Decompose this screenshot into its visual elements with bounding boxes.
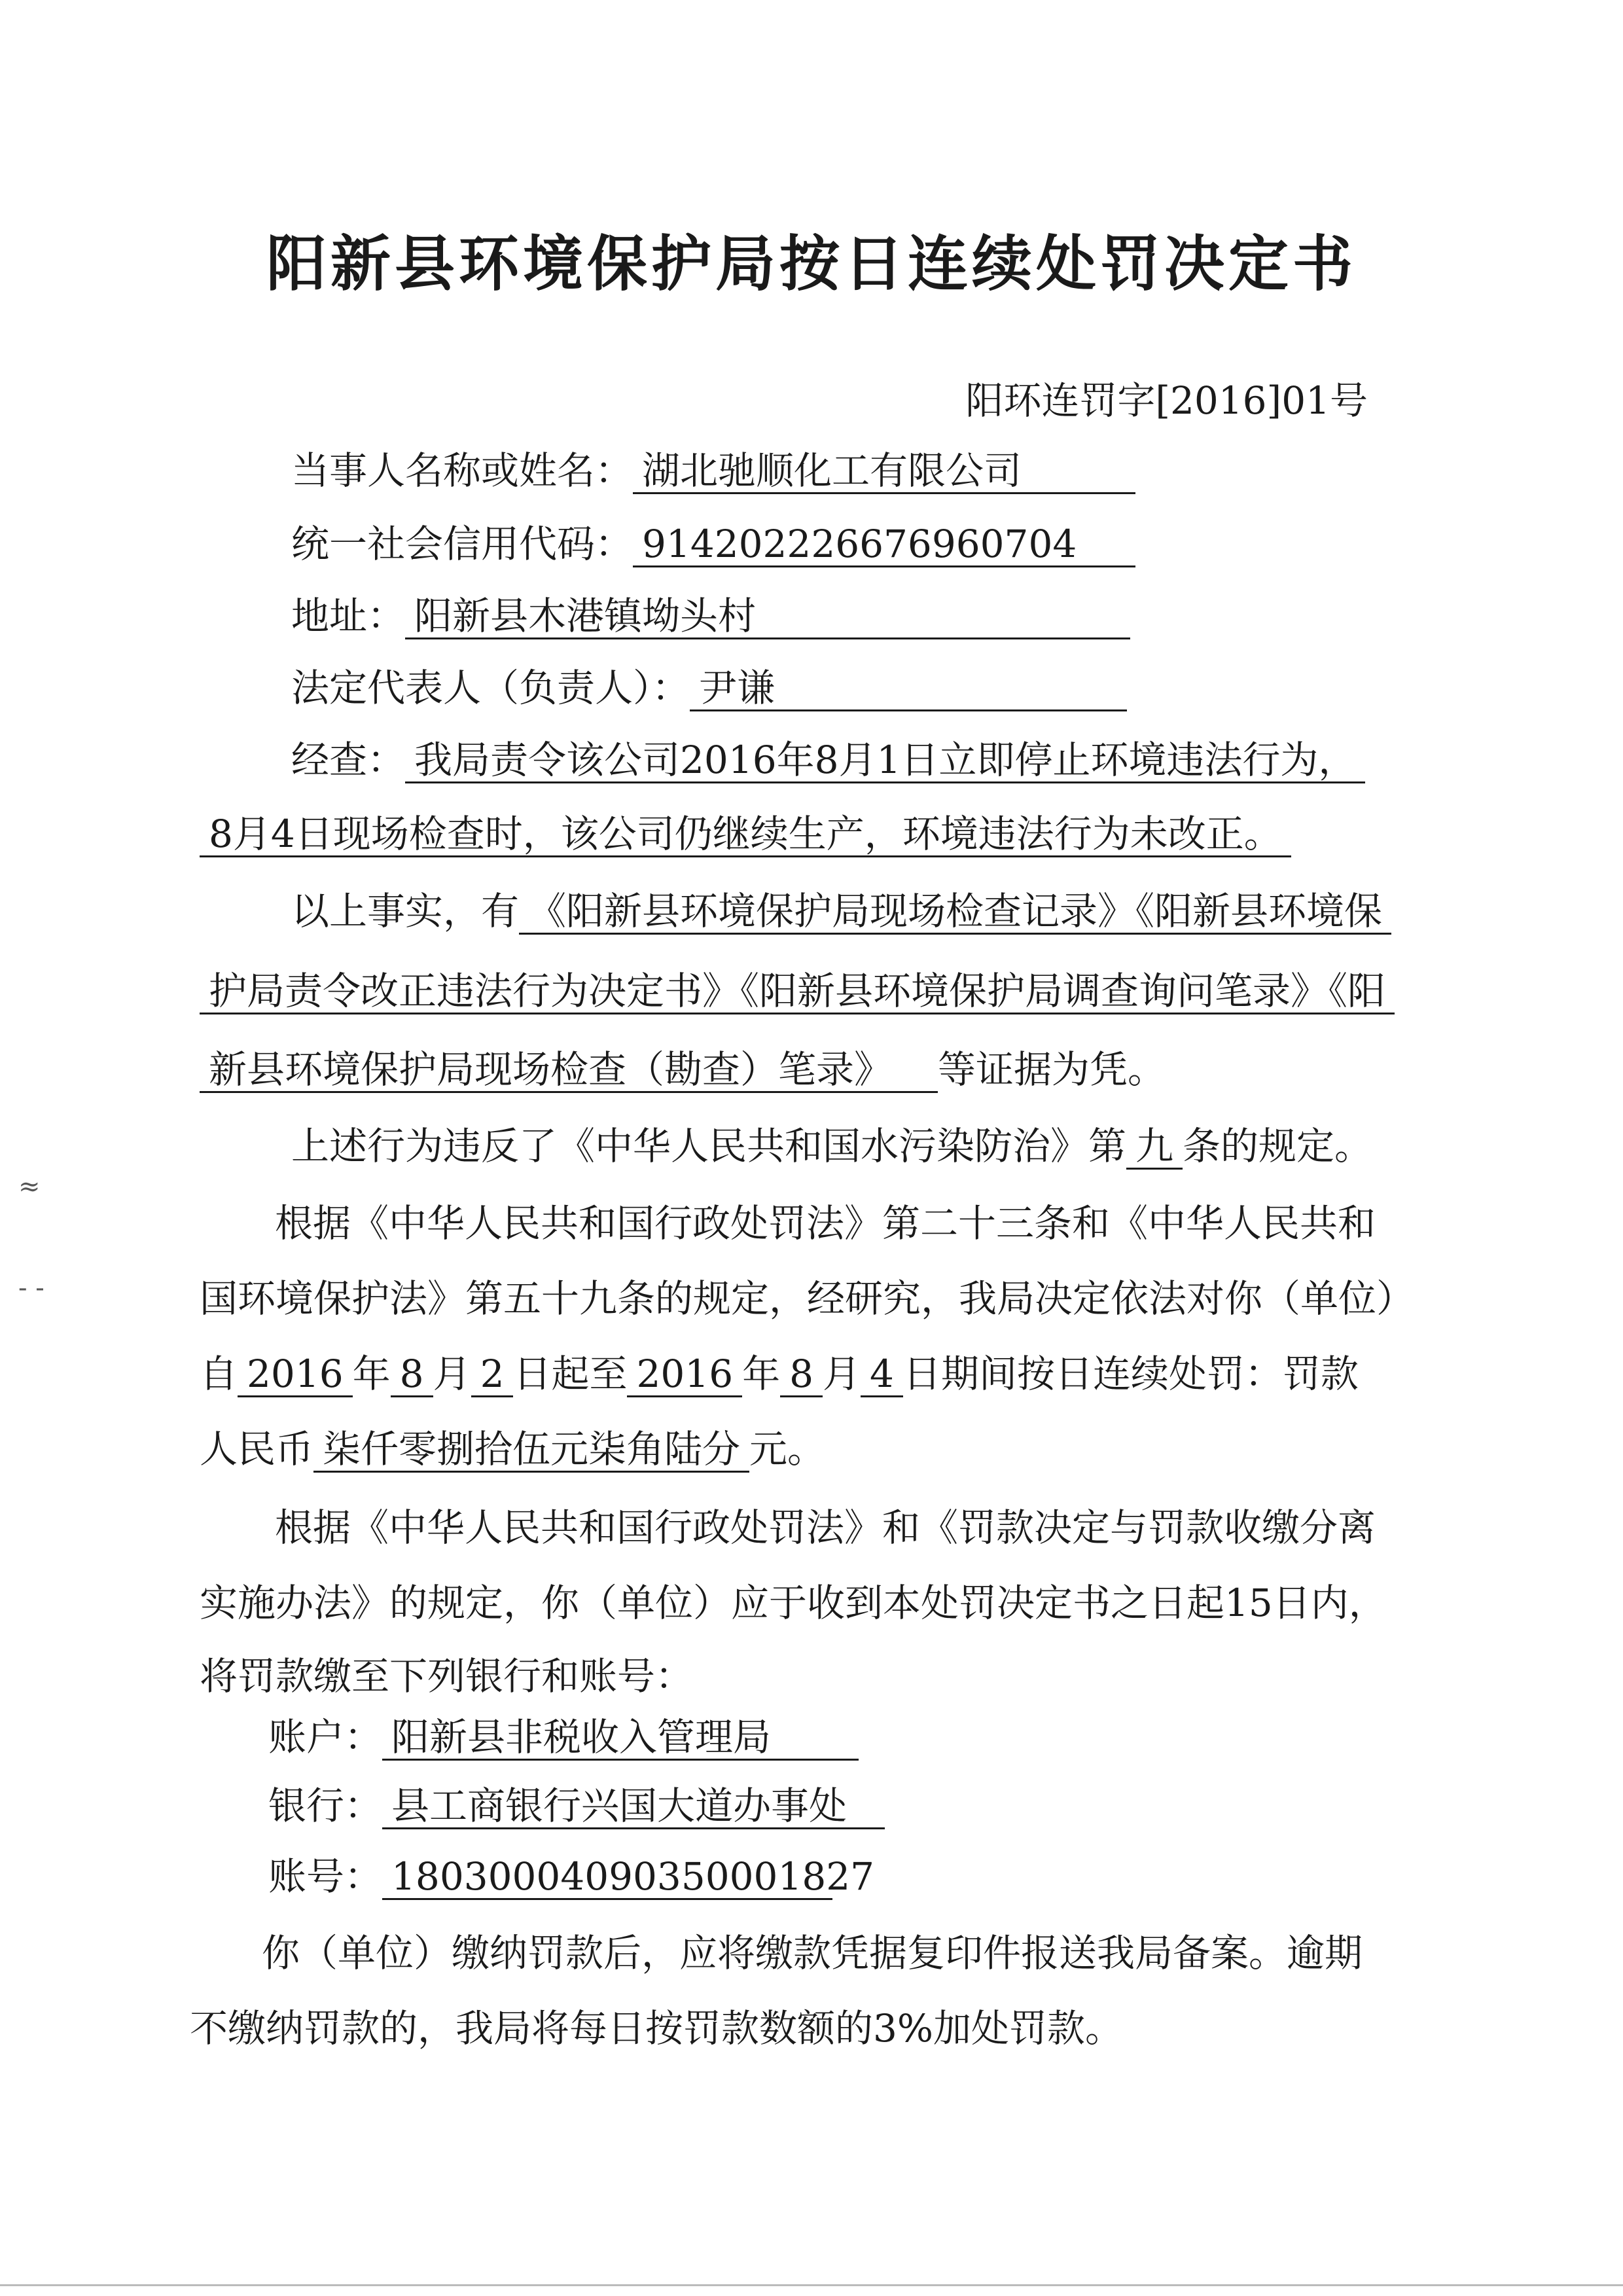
final-row-1: 你（单位）缴纳罚款后，应将缴款凭据复印件报送我局备案。逾期	[262, 1931, 1363, 1975]
facts-suffix: 等证据为凭。	[938, 1047, 1166, 1092]
basis-row-3	[200, 1352, 1359, 1397]
party-label: 当事人名称或姓名：	[291, 448, 633, 493]
currency-label: 人民币	[200, 1427, 314, 1471]
basis-row-1: 根据《中华人民共和国行政处罚法》第二十三条和《中华人民共和	[275, 1201, 1376, 1246]
check-line-1: 我局责令该公司2016年8月1日立即停止环境违法行为，	[405, 741, 1365, 783]
scan-mark: ≈	[18, 1172, 41, 1202]
address-label: 地址：	[291, 594, 406, 638]
final-row-2: 不缴纳罚款的，我局将每日按罚款数额的3%加处罚款。	[190, 2006, 1124, 2051]
end-year: 2016	[627, 1355, 742, 1397]
bank-row	[268, 1784, 885, 1829]
basis-to: 日起至	[513, 1352, 628, 1396]
end-month: 8	[780, 1355, 823, 1397]
facts-line-3: 新县环境保护局现场检查（勘查）笔录》	[200, 1050, 938, 1093]
bank-label: 银行：	[268, 1784, 383, 1828]
document-number: 阳环连罚字[2016]01号	[965, 378, 1368, 423]
basis-row-4	[200, 1427, 826, 1473]
basis-penalty: 日期间按日连续处罚：罚款	[902, 1352, 1359, 1396]
facts-row-1	[291, 889, 1391, 935]
facts-prefix: 以上事实，有	[291, 889, 520, 933]
start-month: 8	[391, 1355, 433, 1397]
account-row	[268, 1715, 859, 1761]
facts-line-2: 护局责令改正违法行为决定书》《阳新县环境保护局调查询问笔录》《阳	[200, 972, 1395, 1014]
pay-row-2: 实施办法》的规定，你（单位）应于收到本处罚决定书之日起15日内，	[200, 1581, 1387, 1625]
address-row	[291, 594, 1130, 639]
pay-row-3: 将罚款缴至下列银行和账号：	[200, 1654, 694, 1698]
year-char-2: 年	[742, 1352, 781, 1396]
facts-line-1: 《阳新县环境保护局现场检查记录》《阳新县环境保	[519, 892, 1391, 935]
start-day: 2	[471, 1355, 514, 1397]
basis-row-2: 国环境保护法》第五十九条的规定，经研究，我局决定依法对你（单位）	[200, 1276, 1415, 1321]
accno-value: 18030004090350001827	[382, 1857, 832, 1900]
rep-value: 尹谦	[690, 669, 1127, 711]
check-line-2: 8月4日现场检查时，该公司仍继续生产，环境违法行为未改正。	[200, 815, 1291, 857]
scan-edge	[0, 2284, 1623, 2286]
violation-suffix: 条的规定。	[1183, 1124, 1373, 1168]
pay-row-1: 根据《中华人民共和国行政处罚法》和《罚款决定与罚款收缴分离	[275, 1505, 1376, 1550]
check-label: 经查：	[291, 738, 406, 782]
credit-label: 统一社会信用代码：	[291, 522, 633, 566]
accno-label: 账号：	[268, 1854, 383, 1899]
account-label: 账户：	[268, 1715, 383, 1759]
fine-amount: 柒仟零捌拾伍元柒角陆分	[313, 1430, 749, 1473]
credit-value: 914202226676960704	[633, 525, 1135, 567]
party-value: 湖北驰顺化工有限公司	[633, 452, 1135, 494]
violation-prefix: 上述行为违反了《中华人民共和国水污染防治	[291, 1124, 1051, 1168]
start-year: 2016	[238, 1355, 353, 1397]
violation-row	[291, 1124, 1373, 1170]
rep-row	[291, 666, 1127, 711]
scan-mark-2: - -	[18, 1273, 45, 1303]
document-title: 阳新县环境保护局按日连续处罚决定书	[266, 229, 1357, 299]
basis-from: 自	[200, 1352, 238, 1396]
check-row-1	[291, 738, 1365, 783]
month-char-2: 月	[823, 1352, 861, 1396]
party-row	[291, 448, 1135, 494]
end-day: 4	[861, 1355, 903, 1397]
violation-article: 九	[1126, 1127, 1183, 1170]
year-char: 年	[352, 1352, 391, 1396]
violation-mid: 》第	[1050, 1124, 1127, 1168]
accno-row	[268, 1854, 875, 1900]
address-value: 阳新县木港镇坳头村	[405, 597, 1130, 639]
rep-label: 法定代表人（负责人）：	[291, 666, 690, 710]
facts-row-3	[200, 1047, 1166, 1093]
bank-value: 县工商银行兴国大道办事处	[382, 1787, 885, 1829]
account-value: 阳新县非税收入管理局	[382, 1718, 859, 1761]
credit-row	[291, 522, 1135, 567]
month-char: 月	[433, 1352, 471, 1396]
check-row-2	[200, 812, 1291, 857]
currency-unit: 元。	[749, 1427, 826, 1471]
facts-row-2	[200, 969, 1395, 1014]
